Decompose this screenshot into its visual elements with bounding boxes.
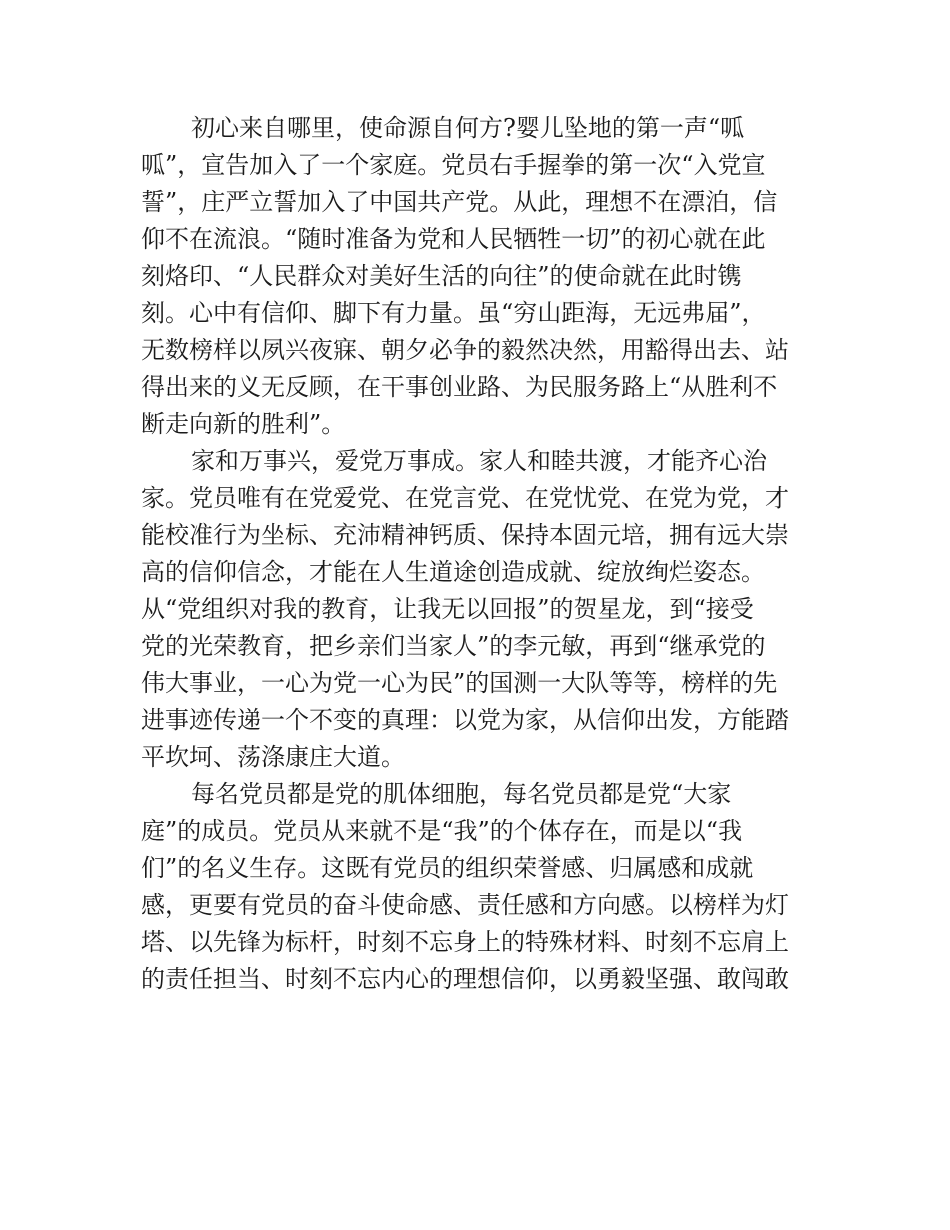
text-line: 平坎坷、荡涤康庄大道。 (141, 743, 405, 771)
text-line: 从“党组织对我的教育，让我无以回报”的贺星龙，到“接受 (141, 595, 754, 623)
text-line: 能校准行为坐标、充沛精神钙质、保持本固元培，拥有远大崇 (141, 521, 789, 549)
paragraph-2 (141, 443, 813, 776)
text-line: 们”的名义生存。这既有党员的组织荣誉感、归属感和成就 (141, 854, 754, 882)
text-line: 仰不在流浪。“随时准备为党和人民牺牲一切”的初心就在此 (141, 225, 766, 253)
text-line: 庭”的成员。党员从来就不是“我”的个体存在，而是以“我 (141, 817, 743, 845)
text-line: 每名党员都是党的肌体细胞，每名党员都是党“大家 (191, 780, 732, 808)
text-line: 呱”，宣告加入了一个家庭。党员右手握拳的第一次“入党宣 (141, 151, 766, 179)
text-line: 刻。心中有信仰、脚下有力量。虽“穷山距海，无远弗届”， (141, 299, 766, 327)
text-line: 伟大事业，一心为党一心为民”的国测一大队等等，榜样的先 (141, 669, 778, 697)
text-line: 家。党员唯有在党爱党、在党言党、在党忧党、在党为党，才 (141, 484, 789, 512)
text-line: 的责任担当、时刻不忘内心的理想信仰，以勇毅坚强、敢闯敢 (141, 965, 789, 993)
text-line: 无数榜样以夙兴夜寐、朝夕必争的毅然决然，用豁得出去、站 (141, 336, 789, 364)
text-line: 家和万事兴，爱党万事成。家人和睦共渡，才能齐心治 (191, 447, 767, 475)
text-line: 得出来的义无反顾，在干事创业路、为民服务路上“从胜利不 (141, 373, 778, 401)
paragraph-3 (141, 776, 813, 998)
text-line: 刻烙印、“人民群众对美好生活的向往”的使命就在此时镌 (141, 262, 742, 290)
text-line: 党的光荣教育，把乡亲们当家人”的李元敏，再到“继承党的 (141, 632, 766, 660)
text-line: 初心来自哪里，使命源自何方?婴儿坠地的第一声“呱 (191, 114, 745, 142)
text-line: 进事迹传递一个不变的真理：以党为家，从信仰出发，方能踏 (141, 706, 789, 734)
body-text (141, 110, 813, 998)
text-line: 感，更要有党员的奋斗使命感、责任感和方向感。以榜样为灯 (141, 891, 789, 919)
text-line: 高的信仰信念，才能在人生道途创造成就、绽放绚烂姿态。 (141, 558, 765, 586)
paragraph-1 (141, 110, 813, 443)
text-line: 断走向新的胜利”。 (141, 410, 346, 438)
text-line: 塔、以先锋为标杆，时刻不忘身上的特殊材料、时刻不忘肩上 (141, 928, 789, 956)
text-line: 誓”，庄严立誓加入了中国共产党。从此，理想不在漂泊，信 (141, 188, 778, 216)
